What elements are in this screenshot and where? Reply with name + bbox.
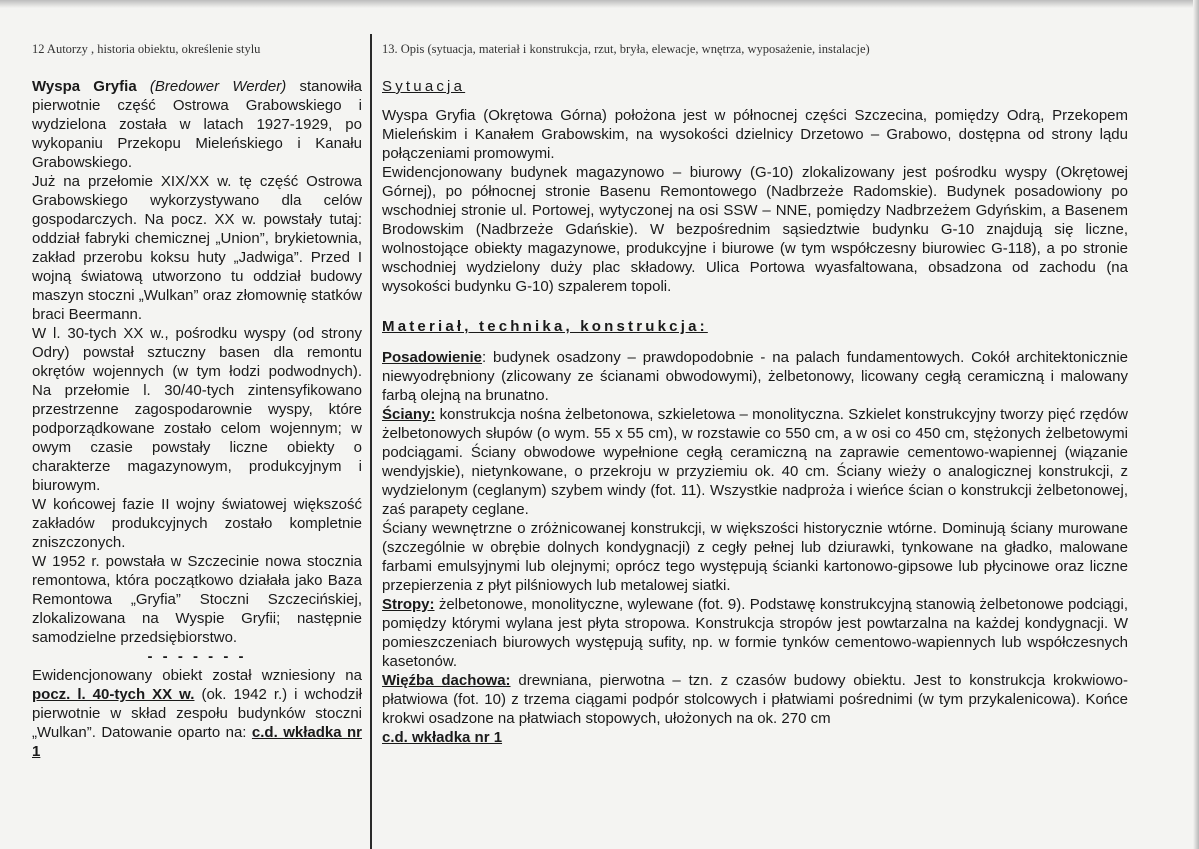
right-column — [382, 42, 1128, 747]
roof-truss-paragraph — [382, 671, 1128, 728]
left-paragraph-2: Już na przełomie XIX/XX w. tę część Ostrowa Grabowskiego wykorzystywano dla celów gospodarczych. Na pocz. XX w. powstały tutaj: oddział fabryki chemicznej „Union”, brykietownia, zakład przerobu koksu huty „Jadwiga”. Przed I wojną światową utworzono tu oddział budowy maszyn stoczni „Wulkan” oraz złomownię statków braci Beermann. — [32, 173, 362, 323]
column-divider — [370, 34, 372, 849]
inner-walls-paragraph: Ściany wewnętrzne o zróżnicowanej konstrukcji, w większości historycznie wtórne. Dominują ściany murowane (szczególnie w obrębie dolnych kondygnacji) z cegły pełnej lub dziurawki, tynkowane na gładko, malowane farbami emulsyjnymi lub olejnymi; oprócz tego występują ścianki kartonowo-gipsowe lub płycinowe oraz liczne przepierzenia z płyt pilśniowych lub metalowej siatki. — [382, 520, 1128, 594]
walls-text: konstrukcja nośna żelbetonowa, szkieletowa – monolityczna. Szkielet konstrukcyjny tworzy pięć rzędów żelbetonowych słupów (o wym. 55 x 55 cm), w rozstawie co 550 cm, a w osi co 450 cm, stężonych żelbetowymi podciągami. Ściany obwodowe wypełnione cegłą ceramiczną na zaprawie cementowo-wapiennej (wiązanie wendyjskie), nietynkowane, o przekroju w przyziemiu ok. 40 cm. Ściany wieży o analogicznej konstrukcji, z wydzielonym (ceglanym) szybem windy (fot. 11). Wszystkie nadproża i wieńce ścian o konstrukcji żelbetonowej, zaś parapety ceglane. — [382, 406, 1128, 518]
island-name: Wyspa Gryfia — [32, 78, 137, 95]
left-paragraph-5: W 1952 r. powstała w Szczecinie nowa stocznia remontowa, która początkowo działała jako Baza Remontowa „Gryfia” Stoczni Szczecińskiej, zlokalizowana na Wyspie Gryfii; następnie samodzielne przedsiębiorstwo. — [32, 553, 362, 646]
situation-paragraph-2: Ewidencjonowany budynek magazynowo – biurowy (G-10) zlokalizowany jest pośrodku wyspy (Okrętowej Górnej), po północnej stronie Basenu Remontowego (Nadbrzeże Radomskie). Budynek posadowiony po wschodniej stronie ul. Portowej, wytyczonej na osi SSW – NNE, pomiędzy Nadbrzeżem Gdyńskim, a Basenem Brodowskim (Nadbrzeże Gdańskie). W bezpośrednim sąsiedztwie budynku G-10 znajdują się liczne, wolnostojące obiekty magazynowe, produkcyjne i biurowe (w tym współczesny biurowiec G-118), a po stronie wschodniej wydzielony duży plac składowy. Ulica Portowa wyasfaltowana, obsadzona od zachodu (na wysokości budynku G-10) szpalerem topoli. — [382, 164, 1128, 295]
ceilings-label: Stropy: — [382, 596, 435, 613]
left-paragraph-6-text-b: (ok. 1942 r.) i wchodził pierwotnie w skład zespołu budynków stoczni „Wulkan”. Datowanie oparto na: — [32, 686, 362, 741]
section-title-situation: Sytuacja — [382, 78, 466, 95]
left-paragraph-6 — [32, 666, 362, 761]
spacer — [382, 296, 1128, 317]
right-header: 13. Opis (sytuacja, materiał i konstrukcja, rzut, bryła, elewacje, wnętrza, wyposażenie, instalacje) — [382, 42, 870, 56]
scan-edge-right — [1193, 0, 1199, 849]
foundation-label: Posadowienie — [382, 349, 483, 366]
continuation-link-right[interactable]: c.d. wkładka nr 1 — [382, 729, 503, 746]
left-paragraph-1 — [32, 77, 362, 172]
left-column — [32, 42, 362, 761]
ceilings-paragraph — [382, 595, 1128, 671]
left-paragraph-4: W końcowej fazie II wojny światowej większość zakładów produkcyjnych zostało kompletnie zniszczonych. — [32, 496, 362, 551]
walls-label: Ściany: — [382, 406, 436, 423]
continuation-link-left[interactable]: c.d. wkładka nr 1 — [32, 724, 362, 760]
spacer — [382, 336, 1128, 348]
continuation-line-right — [382, 728, 1128, 747]
left-paragraph-6-text-a: Ewidencjonowany obiekt został wzniesiony na — [32, 667, 362, 684]
dating-highlight: pocz. l. 40-tych XX w. — [32, 686, 195, 703]
roof-truss-text: drewniana, pierwotna – tzn. z czasów budowy obiektu. Jest to konstrukcja krokwiowo-płatwiowa (fot. 10) z trzema ciągami podpór stolcowych i płatwiami pośrednimi (w tym przykalenicowa). Końce krokwi osadzone na płatwiach stopowych, ułożonych na ok. 270 cm — [382, 672, 1128, 727]
left-header: 12 Autorzy , historia obiektu, określenie stylu — [32, 42, 261, 56]
left-paragraph-1-text: stanowiła pierwotnie część Ostrowa Grabowskiego i wydzielona została w latach 1927-1929, po wykopaniu Przekopu Mieleńskiego i Kanału Grabowskiego. — [32, 78, 362, 171]
island-german-name: (Bredower Werder) — [149, 78, 287, 95]
left-paragraph-3: W l. 30-tych XX w., pośrodku wyspy (od strony Odry) powstał sztuczny basen dla remontu okrętów wojennych (w tym łodzi podwodnych). Na przełomie l. 30/40-tych zintensyfikowano przestrzenne zagospodarownie wyspy, które podporządkowane zostało celom wojennym; w owym czasie powstały liczne obiekty o charakterze magazynowym, produkcyjnym i biurowym. — [32, 325, 362, 494]
section-title-material: Materiał, technika, konstrukcja: — [382, 318, 708, 335]
scan-edge-top — [0, 0, 1199, 8]
spacer — [382, 96, 1128, 106]
foundation-text: : budynek osadzony – prawdopodobnie - na palach fundamentowych. Cokół architektonicznie niewyodrębniony (zlicowany ze ścianami obwodowymi), żelbetonowy, licowany cegłą ceramiczną i malowany farbą olejną na brunatno. — [382, 349, 1128, 404]
dash-separator: - - - - - - - — [147, 648, 247, 665]
foundation-paragraph — [382, 348, 1128, 405]
situation-paragraph-1: Wyspa Gryfia (Okrętowa Górna) położona jest w północnej części Szczecina, pomiędzy Odrą, Przekopem Mieleńskim i Kanałem Grabowskim, na wysokości dzielnicy Drzetowo – Grabowo, dostępna od strony lądu połączeniami promowymi. — [382, 107, 1128, 162]
ceilings-text: żelbetonowe, monolityczne, wylewane (fot. 9). Podstawę konstrukcyjną stanowią żelbetonowe podciągi, pomiędzy którymi wylana jest płyta stropowa. Konstrukcja stropów jest powtarzalna na każdej kondygnacji. W pomieszczeniach biurowych występują sufity, np. w formie tynków cementowo-wapiennych lub współczesnych kasetonów. — [382, 596, 1128, 670]
walls-paragraph — [382, 405, 1128, 519]
roof-truss-label: Więźba dachowa: — [382, 672, 511, 689]
